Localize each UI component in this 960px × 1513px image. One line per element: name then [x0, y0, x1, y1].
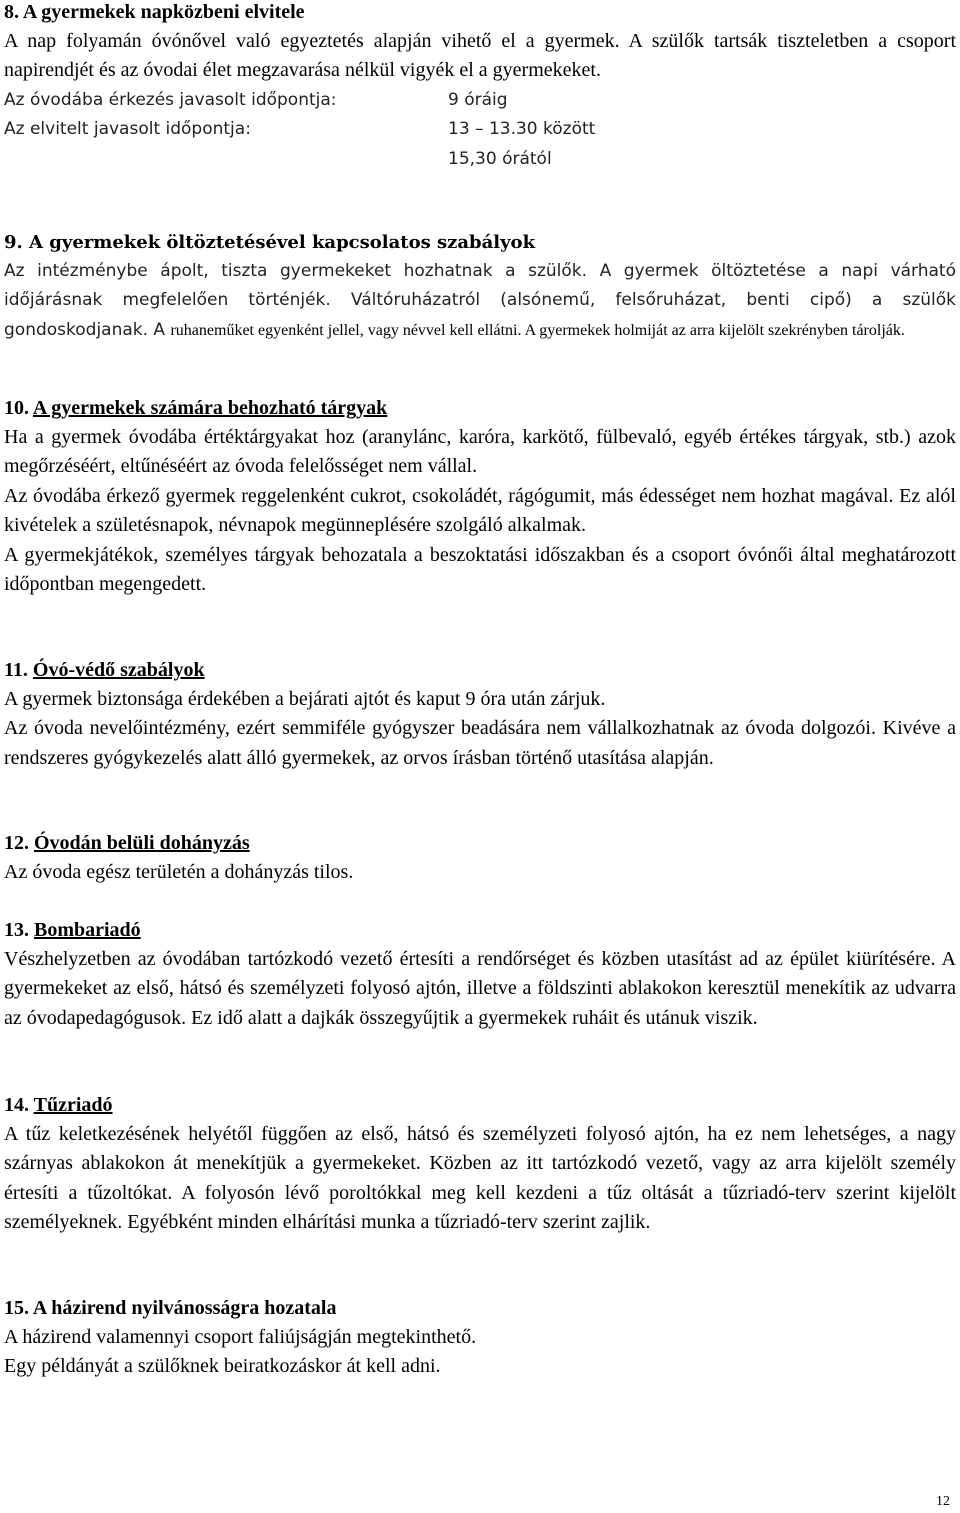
section-9	[4, 228, 956, 345]
section-10	[4, 394, 956, 599]
pickup-time-value: 13 – 13.30 között	[448, 119, 596, 140]
arrival-time-label: Az óvodába érkezés javasolt időpontja:	[4, 89, 337, 110]
pickup-time-row-2	[4, 145, 956, 174]
section-14	[4, 1091, 956, 1238]
section-8	[4, 0, 956, 174]
section-10-heading	[4, 394, 956, 423]
section-10-paragraph-3: A gyermekjátékok, személyes tárgyak behozatala a beszoktatási időszakban és a csoport óvónői által meghatározott időpontban megengedett.	[4, 543, 956, 596]
section-10-paragraph-2: Az óvodába érkező gyermek reggelenként cukrot, csokoládét, rágógumit, más édességet nem hozhat magával. Ez alól kivételek a születésnapok, névnapok megünneplésére szolgáló alkalmak.	[4, 484, 956, 537]
section-14-heading	[4, 1091, 956, 1120]
section-13	[4, 916, 956, 1033]
arrival-time-value: 9 óráig	[448, 89, 508, 110]
section-8-title: 8. A gyermekek napközbeni elvitele	[4, 1, 305, 23]
arrival-time-row	[4, 86, 956, 115]
section-11-paragraph-2: Az óvoda nevelőintézmény, ezért semmiféle gyógyszer beadására nem vállalkozhatnak az óvoda dolgozói. Kivéve a rendszeres gyógykezelés alatt álló gyermekek, az orvos írásban történő utasítása alapján.	[4, 717, 956, 769]
section-13-heading	[4, 916, 956, 945]
section-9-paragraph	[4, 257, 956, 345]
section-9-text-b: ruhaneműket egyenként jellel, vagy névvel kell ellátni. A gyermekek holmiját az arra kijelölt szekrényben tárolják.	[170, 321, 905, 339]
section-11	[4, 656, 956, 773]
section-13-number: 13.	[4, 919, 34, 941]
section-15	[4, 1294, 956, 1382]
section-14-title: Tűzriadó	[33, 1094, 113, 1116]
section-10-paragraph-1: Ha a gyermek óvodába értéktárgyakat hoz (aranylánc, karóra, karkötő, fülbevaló, egyéb értékes tárgyak, stb.) azok megőrzéséért, eltűnéséért az óvoda felelősséget nem vállal.	[4, 426, 956, 478]
pickup-time-row	[4, 115, 956, 144]
section-11-paragraph-1: A gyermek biztonsága érdekében a bejárati ajtót és kaput 9 óra után zárjuk.	[4, 688, 606, 710]
section-9-text-a: Az intézménybe ápolt, tiszta gyermekeket hozhatnak a szülők. A gyermek öltöztetése a napi várható időjárásnak megfelelően történjék. Váltóruházatról (alsónemű, felsőruházat, benti cipő) a szülők gondoskodjanak. A	[4, 261, 956, 340]
section-13-paragraph: Vészhelyzetben az óvodában tartózkodó vezető értesíti a rendőrséget és közben utasítást ad az épület kiürítésére. A gyermekeket az első, hátsó és személyzeti folyosó ajtón, illetve a földszinti ablakokon keresztül menekítik az udvarra az óvodapedagógusok. Ez idő alatt a dajkák összegyűjtik a gyermekek ruháit és utánuk viszik.	[4, 948, 956, 1029]
section-14-paragraph: A tűz keletkezésének helyétől függően az első, hátsó és személyzeti folyosó ajtón, ha ez nem lehetséges, a nagy szárnyas ablakokon át menekítjük a gyermekeket. Közben az itt tartózkodó vezető, vagy az arra kijelölt személy értesíti a tűzoltókat. A folyosón lévő poroltókkal meg kell kezdeni a tűz oltását a tűzriadó-terv szerint kijelölt személyeknek. Egyébként minden elhárítási munka a tűzriadó-terv szerint zajlik.	[4, 1123, 956, 1234]
section-10-number: 10.	[4, 397, 33, 419]
page-number: 12	[936, 1494, 950, 1509]
section-15-paragraph-1: A házirend valamennyi csoport faliújságján megtekinthető.	[4, 1326, 477, 1348]
section-11-title: Óvó-védő szabályok	[32, 659, 205, 681]
section-15-paragraph-2: Egy példányát a szülőknek beiratkozáskor át kell adni.	[4, 1355, 441, 1378]
section-12-heading	[4, 829, 956, 858]
section-10-title: A gyermekek számára behozható tárgyak	[32, 397, 388, 419]
section-11-number: 11.	[4, 659, 33, 681]
pickup-time-label-2	[4, 145, 448, 174]
section-13-title: Bombariadó	[34, 919, 141, 941]
section-12-title: Óvodán belüli dohányzás	[34, 832, 250, 854]
section-12	[4, 829, 956, 887]
section-11-heading	[4, 656, 956, 685]
pickup-time-value-2: 15,30 órától	[448, 148, 552, 169]
section-8-paragraph: A nap folyamán óvónővel való egyeztetés alapján vihető el a gyermek. A szülők tartsák tiszteletben a csoport napirendjét és az óvodai élet megzavarása nélkül vigyék el a gyermekeket.	[4, 30, 956, 82]
section-15-title: 15. A házirend nyilvánosságra hozatala	[4, 1297, 337, 1319]
section-9-title: 9. A gyermekek öltöztetésével kapcsolatos szabályok	[4, 232, 536, 253]
section-12-paragraph: Az óvoda egész területén a dohányzás tilos.	[4, 861, 354, 883]
pickup-time-label: Az elvitelt javasolt időpontja:	[4, 119, 251, 140]
section-14-number: 14.	[4, 1094, 34, 1116]
section-12-number: 12.	[4, 832, 34, 854]
